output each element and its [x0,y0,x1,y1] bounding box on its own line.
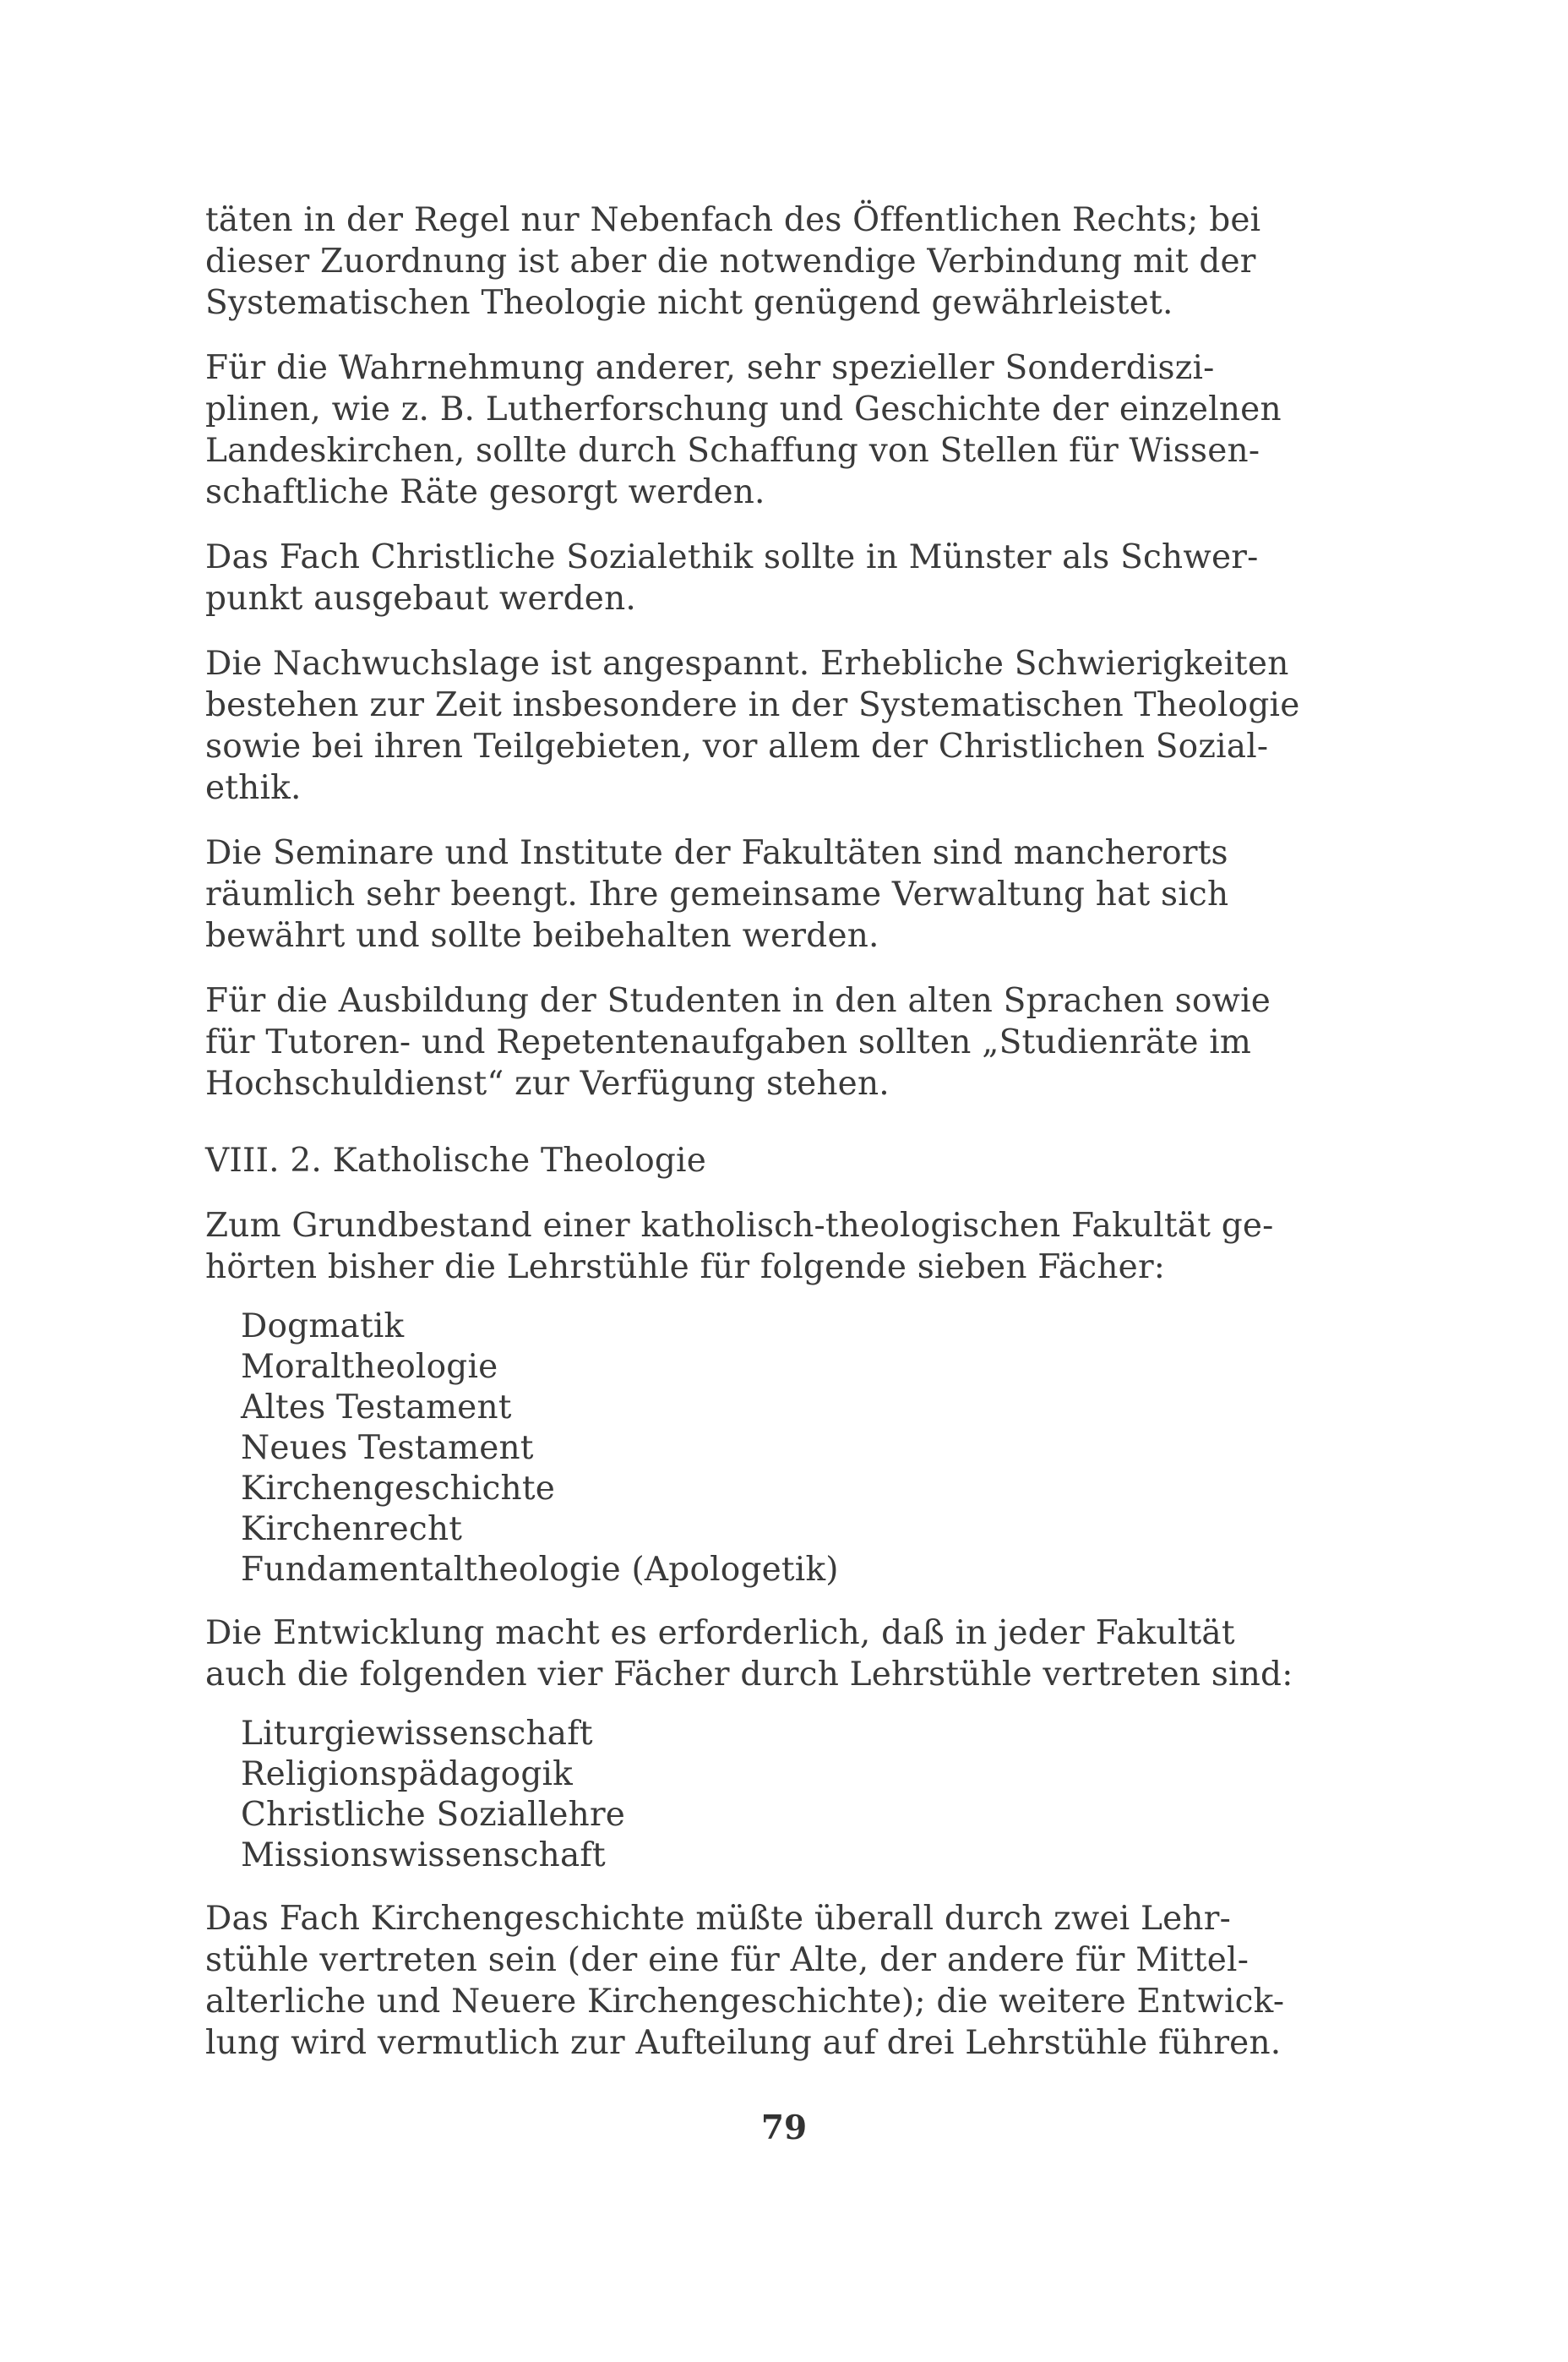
text-line: hörten bisher die Lehrstühle für folgende sieben Fächer: [205,1248,1166,1286]
text-line: bewährt und sollte beibehalten werden. [205,917,879,955]
text-line: auch die folgenden vier Fächer durch Lehrstühle vertreten sind: [205,1656,1293,1694]
seven-subjects-list [205,1306,1202,1590]
paragraph-development [205,1612,1293,1695]
four-subjects-list [205,1714,1202,1876]
text-line: Zum Grundbestand einer katholisch-theologischen Fakultät ge- [205,1207,1274,1245]
text-line: ethik. [205,769,302,807]
text-line: Die Entwicklung macht es erforderlich, daß in jeder Fakultät [205,1614,1235,1652]
list-item: Religionspädagogik [241,1755,573,1793]
list-item: Kirchenrecht [241,1510,463,1548]
list-item: Fundamentaltheologie (Apologetik) [241,1551,839,1589]
text-line: stühle vertreten sein (der eine für Alte, der andere für Mittel- [205,1941,1250,1979]
page-number: 79 [760,2108,808,2147]
text-line: räumlich sehr beengt. Ihre gemeinsame Verwaltung hat sich [205,876,1229,914]
text-line: plinen, wie z. B. Lutherforschung und Geschichte der einzelnen [205,390,1282,428]
paragraph-special-disciplines [205,347,1282,513]
text-line: Landeskirchen, sollte durch Schaffung von Stellen für Wissen- [205,432,1260,470]
text-line: Hochschuldienst“ zur Verfügung stehen. [205,1065,890,1103]
list-item: Missionswissenschaft [241,1836,606,1874]
text-line: für Tutoren- und Repetentenaufgaben sollten „Studienräte im [205,1023,1252,1061]
text-line: Für die Wahrnehmung anderer, sehr spezieller Sonderdiszi- [205,349,1215,387]
list-item: Liturgiewissenschaft [241,1715,593,1753]
text-line: sowie bei ihren Teilgebieten, vor allem der Christlichen Sozial- [205,728,1269,766]
paragraph-social-ethics [205,537,1259,619]
paragraph-seminars-institutes [205,832,1229,957]
section-heading: VIII. 2. Katholische Theologie [205,1142,706,1180]
paragraph-church-history [205,1898,1285,2064]
list-item: Neues Testament [241,1429,534,1467]
text-line: dieser Zuordnung ist aber die notwendige Verbindung mit der [205,243,1256,281]
page-body [205,199,1300,2064]
text-line: täten in der Regel nur Nebenfach des Öffentlichen Rechts; bei [205,201,1261,239]
list-item: Altes Testament [241,1388,512,1426]
text-line: alterliche und Neuere Kirchengeschichte); die weitere Entwick- [205,1983,1285,2021]
list-item: Kirchengeschichte [241,1470,556,1508]
text-line: Das Fach Christliche Sozialethik sollte in Münster als Schwer- [205,538,1259,576]
text-line: punkt ausgebaut werden. [205,580,637,618]
paragraph-young-academics [205,643,1300,809]
text-line: Die Seminare und Institute der Fakultäten sind mancherorts [205,834,1228,872]
text-line: Für die Ausbildung der Studenten in den alten Sprachen sowie [205,982,1271,1020]
text-line: Systematischen Theologie nicht genügend gewährleistet. [205,284,1173,322]
list-item: Christliche Soziallehre [241,1796,626,1834]
text-line: lung wird vermutlich zur Aufteilung auf drei Lehrstühle führen. [205,2024,1282,2062]
paragraph-ancient-languages [205,980,1271,1105]
list-item: Dogmatik [241,1307,405,1345]
list-item: Moraltheologie [241,1348,498,1386]
text-line: schaftliche Räte gesorgt werden. [205,473,765,511]
text-line: bestehen zur Zeit insbesondere in der Systematischen Theologie [205,686,1300,724]
text-line: Das Fach Kirchengeschichte müßte überall durch zwei Lehr- [205,1900,1231,1938]
paragraph-evangelical-public-law [205,199,1261,324]
paragraph-basic-chairs [205,1205,1274,1288]
text-line: Die Nachwuchslage ist angespannt. Erhebliche Schwierigkeiten [205,645,1289,683]
